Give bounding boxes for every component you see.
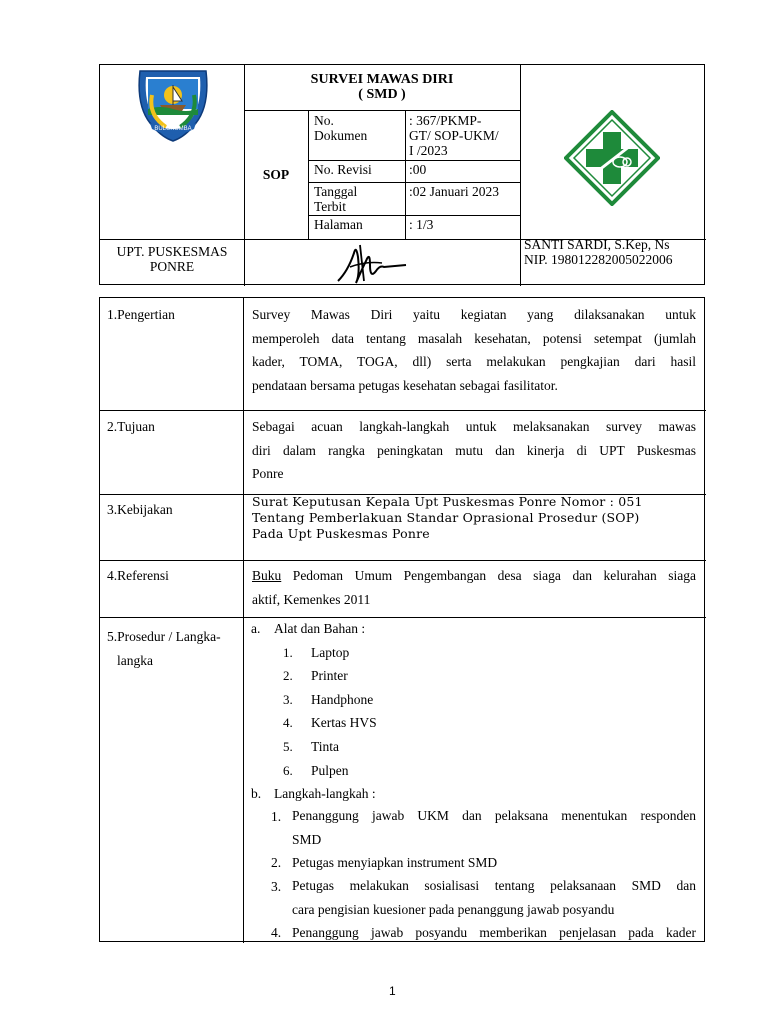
alat-item-laptop: Laptop [311,645,350,660]
signer-name: SANTI SARDI, S.Kep, Ns [524,237,670,252]
bulukumba-logo [130,65,216,145]
referensi-buku: Buku [252,568,282,583]
title-line-2: ( SMD ) [358,87,406,102]
organization-name: UPT. PUSKESMAS PONRE [116,244,228,274]
alat-item-kertas-hvs: Kertas HVS [311,715,377,730]
langkah-item: Petugas menyiapkan instrument SMD [292,855,498,870]
meta-value-halaman: : 1/3 [409,217,434,232]
logo-text: BULUKUMBA [154,126,192,132]
meta-value-tanggal-terbit: :02 Januari 2023 [409,184,499,199]
signer-block [524,237,704,267]
document-title [244,72,520,102]
label-pengertian: 1.Pengertian [107,307,175,322]
label-prosedur: 5.Prosedur / Langka- langka [107,629,221,668]
prosedur-b-marker: b. [251,786,262,801]
alat-item-handphone: Handphone [311,692,374,707]
langkah-number: 3. [271,879,282,894]
sop-content-table: 1.Pengertian Survey Mawas Diri yaitu kegiatan yang dilaksanakan untuk memperoleh data tentang masalah kesehatan, potensi setempat (jumlah kader, TOMA, TOGA, dll) serta melakukan pengkajian dari hasil pendataan bersama petugas kesehatan sebagai fasilitator. 2.Tujuan Sebagai acuan langkah-langkah untuk melaksanakan survey mawas diri dalam rangka peningkatan mutu dan kinerja di UPT Puskesmas Ponre 3.Kebijakan Surat Keputusan Kepala Upt Puskesmas Ponre Nomor : 051 Tentang Pemberlakuan Standar Oprasional Prosedur (SOP) Pada Upt Puskesmas Ponre 4.Referensi Buku Pedoman Umum Pengembangan desa siaga dan kelurahan siaga aktif, Kemenkes 2011 5.Prosedur / Langka- langka a. Alat dan Bahan : 1. Laptop 2. Printer 3. Handphone 4. Kertas HVS 5. Tinta 6. Pulpen b. Langkah-langkah : 1. Penanggung jawab UKM dan pelaksana menentukan responden SMD 2. Petugas menyiapkan instrument SMD 3. Petugas melakukan sosialisasi tentang pelaksanaan SMD dan cara pengisian kuesioner pada penanggung jawab posyandu 4. Penanggung jawab posyandu memberikan penjelasan pada kader [99,297,705,942]
label-tujuan: 2.Tujuan [107,419,155,434]
meta-label-tanggal-terbit: Tanggal Terbit [314,184,358,214]
meta-label-halaman: Halaman [314,217,363,232]
sop-label: SOP [262,167,290,182]
meta-label-no-dokumen: No. Dokumen [314,113,368,143]
langkah-number: 4. [271,925,282,940]
prosedur-b-title: Langkah-langkah : [274,786,376,801]
langkah-item: Penanggung jawab posyandu memberikan penjelasan pada kader [292,925,696,940]
alat-item-printer: Printer [311,668,348,683]
alat-item-tinta: Tinta [311,739,340,754]
alat-item-pulpen: Pulpen [311,763,349,778]
title-line-1: SURVEI MAWAS DIRI [310,72,454,87]
langkah-number: 1. [271,809,282,824]
signature [326,241,416,285]
document-header-table [99,64,705,285]
pengertian-text: Survey Mawas Diri yaitu kegiatan yang dilaksanakan untuk memperoleh data tentang masalah kesehatan, potensi setempat (jumlah kader, TOMA, TOGA, dll) serta melakukan pengkajian dari hasil pendataan bersama petugas kesehatan sebagai fasilitator. [252,307,696,393]
meta-value-no-revisi: :00 [409,162,427,177]
tujuan-text: Sebagai acuan langkah-langkah untuk melaksanakan survey mawas diri dalam rangka peningkatan mutu dan kinerja di UPT Puskesmas Ponre [252,419,696,481]
label-kebijakan: 3.Kebijakan [107,502,173,517]
signer-nip: NIP. 198012282005022006 [524,252,673,267]
prosedur-a-title: Alat dan Bahan : [274,621,366,636]
kebijakan-text: Surat Keputusan Kepala Upt Puskesmas Ponre Nomor : 051 Tentang Pemberlakuan Standar Oprasional Prosedur (SOP) Pada Upt Puskesmas Ponre [252,494,643,541]
langkah-item: Petugas melakukan sosialisasi tentang pelaksanaan SMD dan cara pengisian kuesioner pada penanggung jawab posyandu [292,878,696,917]
page-number: 1 [389,984,396,998]
meta-label-no-revisi: No. Revisi [314,162,372,177]
langkah-number: 2. [271,855,282,870]
referensi-text: Buku Pedoman Umum Pengembangan desa siaga dan kelurahan siaga aktif, Kemenkes 2011 [252,568,696,607]
langkah-item: Penanggung jawab UKM dan pelaksana menentukan responden SMD [292,808,696,847]
puskesmas-logo [564,110,660,206]
prosedur-a-marker: a. [251,621,261,636]
label-referensi: 4.Referensi [107,568,169,583]
meta-value-no-dokumen: : 367/PKMP- GT/ SOP-UKM/ I /2023 [409,113,499,158]
